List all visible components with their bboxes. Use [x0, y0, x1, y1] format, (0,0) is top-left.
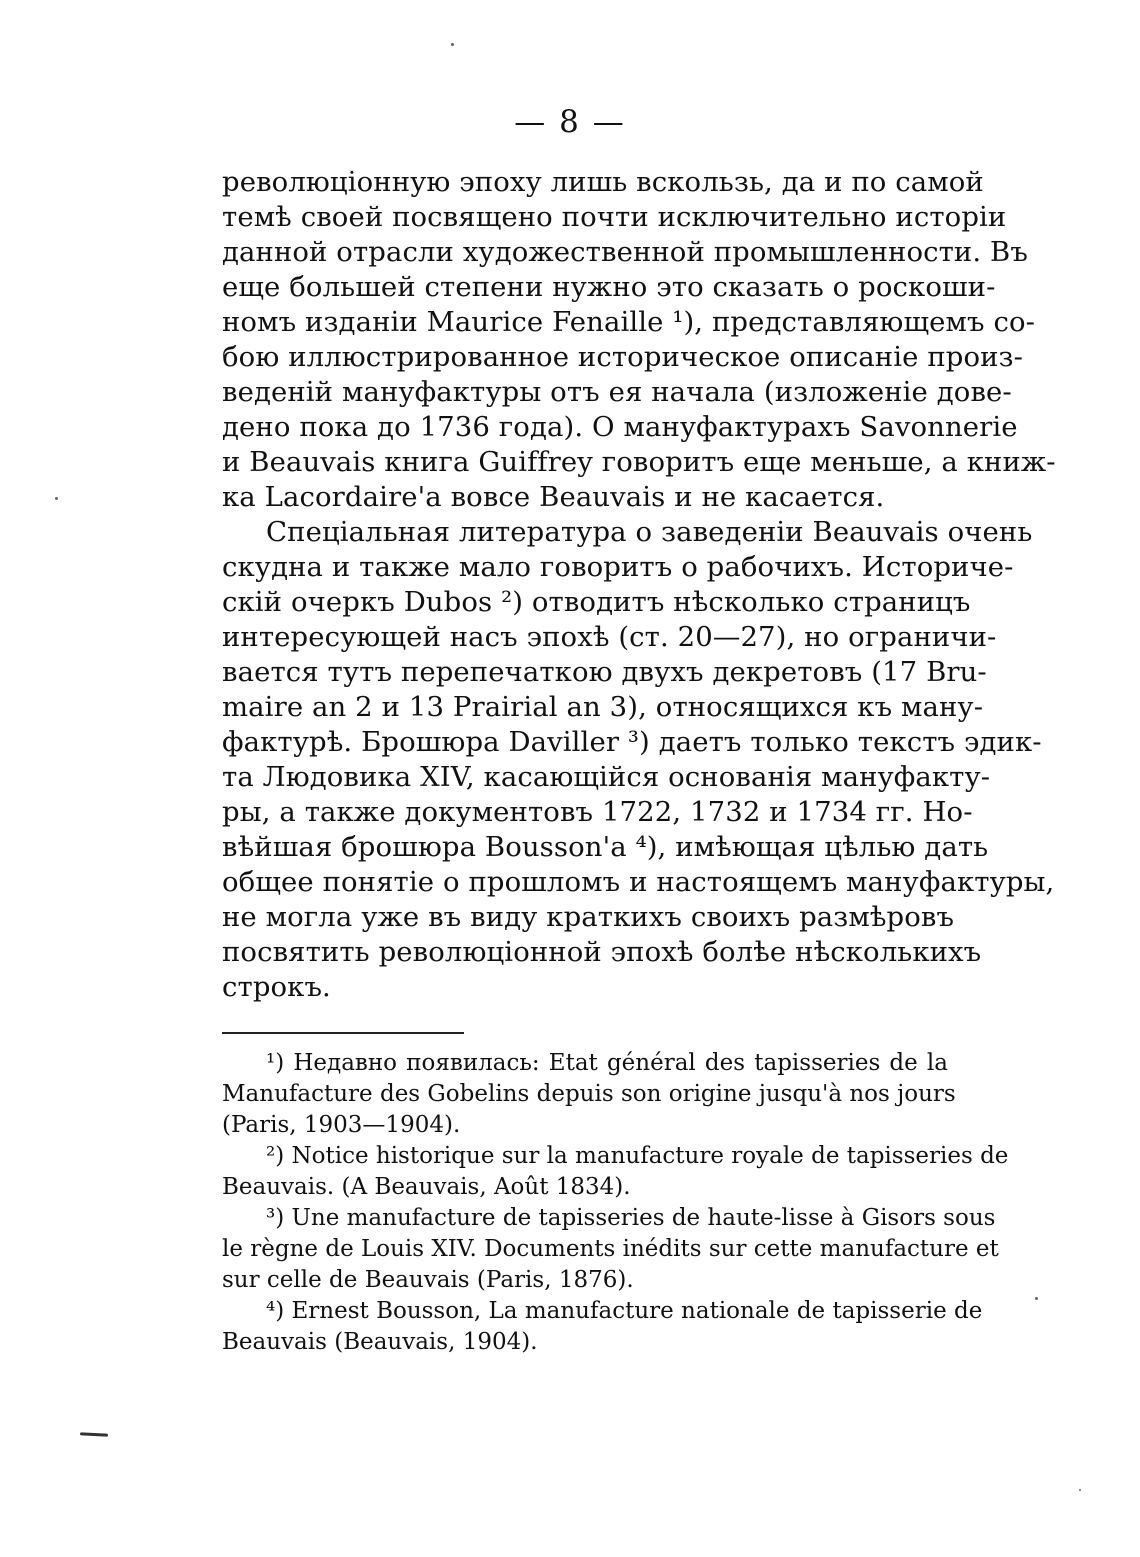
body-line: общее понятіе о прошломъ и настоящемъ мануфактуры, — [222, 866, 1055, 898]
body-line: фактурѣ. Брошюра Daviller ³) даетъ только текстъ эдик- — [222, 726, 1042, 758]
scan-dash-mark — [80, 1432, 108, 1436]
body-line: еще большей степени нужно это сказать о роскоши- — [222, 271, 996, 303]
footnote-1-line: ¹) Недавно появилась: Etat général des tapisseries de la — [266, 1050, 948, 1076]
body-line: ры, а также документовъ 1722, 1732 и 1734 гг. Но- — [222, 796, 973, 828]
footnote-2-line: ²) Notice historique sur la manufacture royale de tapisseries de — [266, 1143, 1009, 1169]
body-line: посвятить революціонной эпохѣ болѣе нѣсколькихъ — [222, 936, 982, 968]
body-line: не могла уже въ виду краткихъ своихъ размѣровъ — [222, 901, 955, 933]
footnote-divider — [222, 1032, 464, 1034]
footnote-3-line: ³) Une manufacture de tapisseries de haute-lisse à Gisors sous — [266, 1205, 996, 1231]
body-line: и Beauvais книга Guiffrey говоритъ еще меньше, а книж- — [222, 446, 1056, 478]
footnote-1-line: (Paris, 1903—1904). — [222, 1112, 461, 1138]
footnote-2-line: Beauvais. (A Beauvais, Août 1834). — [222, 1174, 631, 1200]
body-line: скудна и также мало говоритъ о рабочихъ. Историче- — [222, 551, 1014, 583]
scan-speck — [55, 497, 58, 500]
footnote-3-line: le règne de Louis XIV. Documents inédits sur cette manufacture et — [222, 1236, 999, 1262]
footnote-4-line: ⁴) Ernest Bousson, La manufacture nationale de tapisserie de — [266, 1298, 983, 1324]
body-line: скій очеркъ Dubos ²) отводитъ нѣсколько страницъ — [222, 586, 971, 618]
body-line: та Людовика XIV, касающійся основанія мануфакту- — [222, 761, 991, 793]
body-line: maire an 2 и 13 Prairial an 3), относящихся къ ману- — [222, 691, 984, 723]
footnote-1-line: Manufacture des Gobelins depuis son origine jusqu'à nos jours — [222, 1081, 956, 1107]
footnote-4-line: Beauvais (Beauvais, 1904). — [222, 1329, 538, 1355]
body-line: вается тутъ перепечаткою двухъ декретовъ (17 Bru- — [222, 656, 987, 688]
body-line: дено пока до 1736 года). О мануфактурахъ Savonnerie — [222, 411, 1018, 443]
body-line: строкъ. — [222, 971, 331, 1003]
body-line: данной отрасли художественной промышленности. Въ — [222, 236, 1028, 268]
body-line: номъ изданіи Maurice Fenaille ¹), представляющемъ со- — [222, 306, 1035, 338]
scan-speck — [1079, 1489, 1081, 1491]
body-line: революціонную эпоху лишь вскользь, да и по самой — [222, 166, 984, 198]
footnote-3-line: sur celle de Beauvais (Paris, 1876). — [222, 1267, 634, 1293]
page-number: — 8 — — [514, 104, 626, 140]
scan-speck — [451, 43, 454, 46]
body-line: вѣйшая брошюра Bousson'а ⁴), имѣющая цѣлью дать — [222, 831, 989, 863]
body-line: бою иллюстрированное историческое описаніе произ- — [222, 341, 1024, 373]
scan-speck — [1035, 1297, 1038, 1300]
body-line: интересующей насъ эпохѣ (ст. 20—27), но ограничи- — [222, 621, 997, 653]
body-line: ка Lacordaire'а вовсе Beauvais и не касается. — [222, 481, 885, 513]
body-line: темѣ своей посвящено почти исключительно исторіи — [222, 201, 1007, 233]
body-line: веденій мануфактуры отъ ея начала (изложеніе дове- — [222, 376, 1012, 408]
paragraph-start-line: Спеціальная литература о заведеніи Beauvais очень — [266, 516, 1033, 548]
